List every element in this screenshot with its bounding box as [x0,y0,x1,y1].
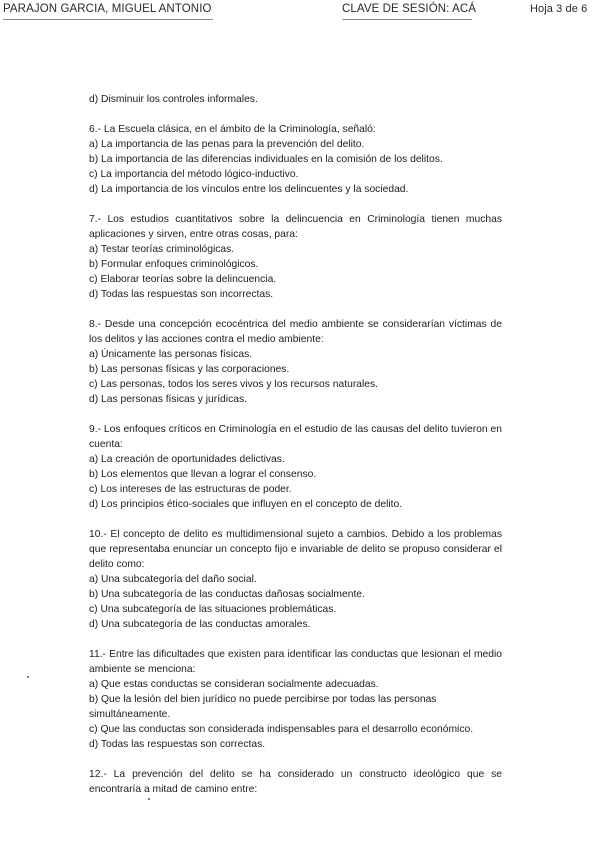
answer-option: d) La importancia de los vínculos entre los delincuentes y la sociedad. [89,184,409,195]
question-block [89,317,502,407]
question-block [89,122,502,197]
scan-speck [148,798,150,800]
answer-option: c) Que las conductas son considerada indispensables para el desarrollo económico. [89,724,474,735]
question-block [89,767,502,797]
answer-option: d) Las personas físicas y jurídicas. [89,394,247,405]
answer-option: d) Todas las respuestas son correctas. [89,739,266,750]
answer-option: b) La importancia de las diferencias individuales en la comisión de los delitos. [89,154,443,165]
question-block [89,212,502,302]
question-text: 7.- Los estudios cuantitativos sobre la delincuencia en Criminología tienen muchas aplicaciones y sirven, entre otras cosas, para: [89,214,502,240]
exam-questions [89,92,502,812]
question-block [89,527,502,632]
answer-option: c) Los intereses de las estructuras de poder. [89,484,292,495]
answer-option: d) Los principios ético-sociales que influyen en el concepto de delito. [89,499,403,510]
answer-option: a) Únicamente las personas físicas. [89,349,253,360]
answer-option: d) Todas las respuestas son incorrectas. [89,289,274,300]
session-key: CLAVE DE SESIÓN: ACÁ [342,3,477,15]
question-text: 11.- Entre las dificultades que existen para identificar las conductas que lesionan el medio ambiente se menciona: [89,649,502,675]
answer-option: b) Formular enfoques criminológicos. [89,259,259,270]
header-rule-left [3,19,213,20]
question-block [89,647,502,752]
answer-option: a) Testar teorías criminológicas. [89,244,235,255]
answer-option: c) Elaborar teorías sobre la delincuencia. [89,274,277,285]
question-text: 6.- La Escuela clásica, en el ámbito de la Criminología, señaló: [89,124,376,135]
answer-option: a) Que estas conductas se consideran socialmente adecuadas. [89,679,379,690]
question-text: 8.- Desde una concepción ecocéntrica del medio ambiente se considerarían víctimas de los delitos y las acciones contra el medio ambiente: [89,319,502,345]
question-text: 9.- Los enfoques críticos en Criminología en el estudio de las causas del delito tuvieron en cuenta: [89,424,502,450]
answer-option: a) La importancia de las penas para la prevención del delito. [89,139,365,150]
answer-option: a) Una subcategoría del daño social. [89,574,257,585]
answer-option: b) Las personas físicas y las corporaciones. [89,364,290,375]
question-text: 12.- La prevención del delito se ha considerado un constructo ideológico que se encontraría a mitad de camino entre: [89,769,502,795]
header-rule-center [342,19,472,20]
answer-option: b) Una subcategoría de las conductas dañosas socialmente. [89,589,365,600]
answer-option: c) Una subcategoría de las situaciones problemáticas. [89,604,337,615]
answer-option: c) Las personas, todos los seres vivos y los recursos naturales. [89,379,379,390]
question-text: 10.- El concepto de delito es multidimensional sujeto a cambios. Debido a los problemas que representaba enunciar un concepto fijo e invariable de delito se propuso considerar el delito como: [89,529,502,570]
page-number: Hoja 3 de 6 [530,3,588,15]
student-name: PARAJON GARCIA, MIGUEL ANTONIO [3,3,212,15]
scan-speck [27,676,29,678]
answer-option: b) Que la lesión del bien jurídico no puede percibirse por todas las personas simultáneamente. [89,694,437,720]
answer-option: d) Disminuir los controles informales. [89,94,258,105]
question-block [89,422,502,512]
question-block [89,92,502,107]
answer-option: c) La importancia del método lógico-inductivo. [89,169,299,180]
answer-option: b) Los elementos que llevan a lograr el consenso. [89,469,317,480]
answer-option: d) Una subcategoría de las conductas amorales. [89,619,311,630]
answer-option: a) La creación de oportunidades delictivas. [89,454,285,465]
